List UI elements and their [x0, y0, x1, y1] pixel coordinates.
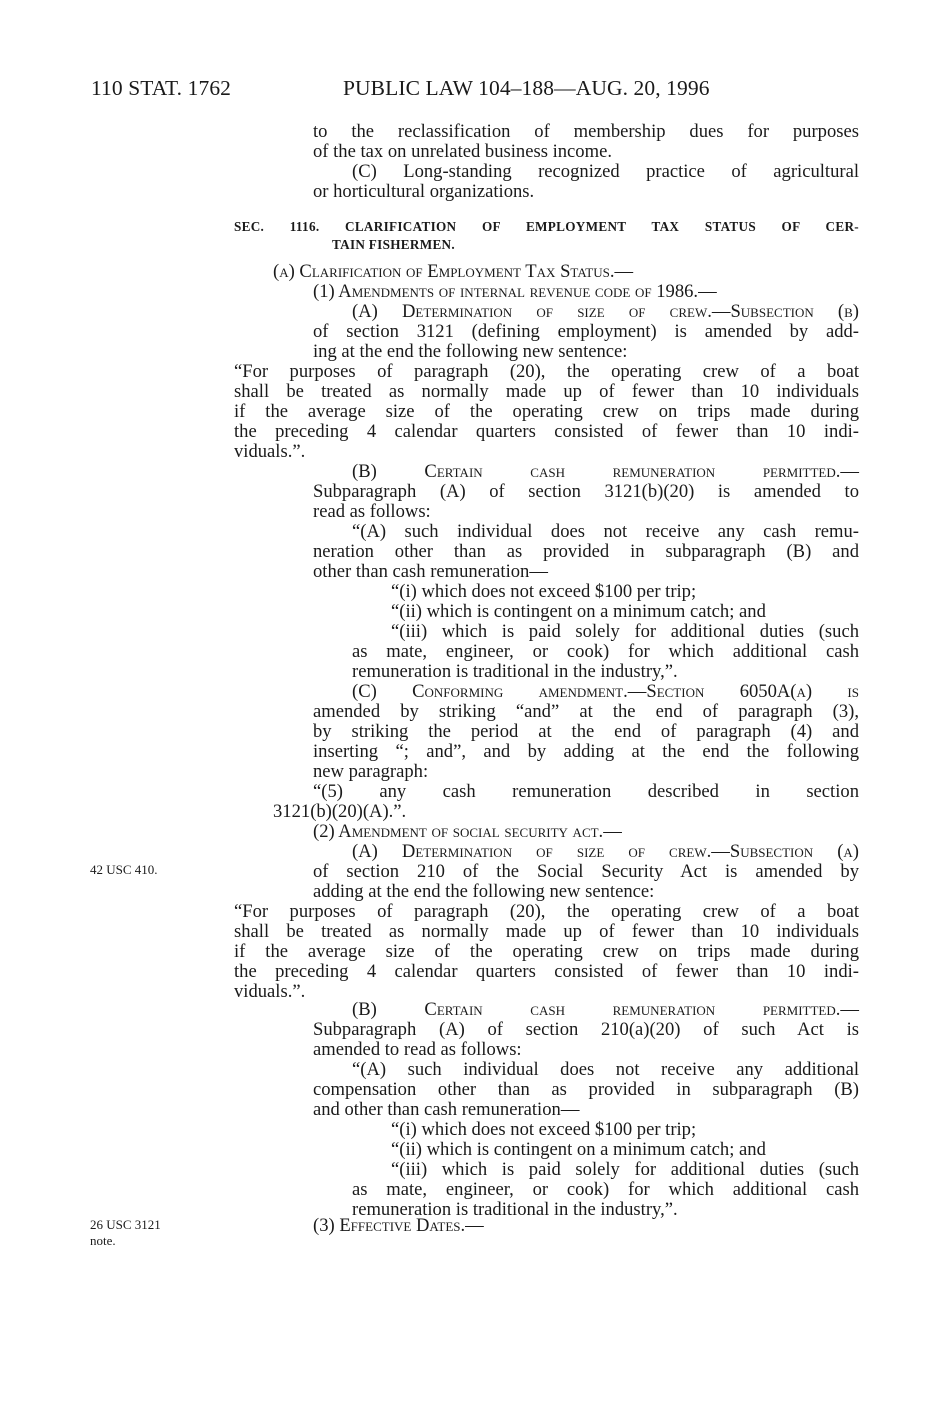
text-line: “(5) any cash remuneration described in section: [313, 781, 859, 802]
section-heading: SEC. 1116. CLARIFICATION OF EMPLOYMENT TAX STATUS OF CER-: [234, 219, 859, 234]
section-heading-continued: TAIN FISHERMEN.: [332, 237, 455, 252]
public-law-heading: PUBLIC LAW 104–188—AUG. 20, 1996: [343, 76, 710, 100]
text-line: of the tax on unrelated business income.: [313, 141, 612, 162]
text-line: neration other than as provided in subparagraph (B) and: [313, 541, 859, 562]
text-line: new paragraph:: [313, 761, 429, 782]
clause-line: “(iii) which is paid solely for additional duties (such: [391, 621, 859, 642]
text-line: of section 210 of the Social Security Act is amended by: [313, 861, 859, 882]
subparagraph-heading: (A) Determination of size of crew.—Subsection (a): [352, 841, 859, 862]
text-line: inserting “; and”, and by adding at the end the following: [313, 741, 859, 762]
text-line: to the reclassification of membership dues for purposes: [313, 121, 859, 142]
quoted-text-line: the preceding 4 calendar quarters consisted of fewer than 10 indi-: [234, 961, 859, 982]
clause-line: “(i) which does not exceed $100 per trip;: [391, 581, 697, 602]
quoted-text-line: “For purposes of paragraph (20), the operating crew of a boat: [234, 901, 859, 922]
text-line: 3121(b)(20)(A).”.: [273, 801, 407, 822]
text-line: adding at the end the following new sentence:: [313, 881, 655, 902]
subparagraph-heading: (C) Conforming amendment.—Section 6050A(a) is: [352, 681, 859, 702]
margin-note-26-usc-3121-line1: 26 USC 3121: [90, 1217, 161, 1232]
text-line: or horticultural organizations.: [313, 181, 535, 202]
text-line: of section 3121 (defining employment) is amended by add-: [313, 321, 859, 342]
subparagraph-heading: (A) Determination of size of crew.—Subsection (b): [352, 301, 859, 322]
text-line: and other than cash remuneration—: [313, 1099, 580, 1120]
clause-line: “(ii) which is contingent on a minimum catch; and: [391, 1139, 766, 1160]
quoted-text-line: if the average size of the operating crew on trips made during: [234, 401, 859, 422]
clause-line: “(iii) which is paid solely for additional duties (such: [391, 1159, 859, 1180]
text-line: remuneration is traditional in the industry,”.: [352, 1199, 678, 1220]
subparagraph-heading: (B) Certain cash remuneration permitted.—: [352, 461, 859, 482]
paragraph-heading: (1) Amendments of internal revenue code of 1986.—: [313, 281, 717, 302]
text-line: as mate, engineer, or cook) for which additional cash: [352, 641, 859, 662]
paragraph-heading: (3) Effective Dates.—: [313, 1215, 484, 1236]
stat-page-number: 110 STAT. 1762: [91, 76, 232, 100]
text-line: “(A) such individual does not receive any cash remu-: [352, 521, 859, 542]
text-line: (C) Long-standing recognized practice of agricultural: [352, 161, 859, 182]
quoted-text-line: shall be treated as normally made up of fewer than 10 individuals: [234, 381, 859, 402]
text-line: Subparagraph (A) of section 3121(b)(20) is amended to: [313, 481, 859, 502]
text-line: Subparagraph (A) of section 210(a)(20) of such Act is: [313, 1019, 859, 1040]
text-line: “(A) such individual does not receive any additional: [352, 1059, 859, 1080]
clause-line: “(i) which does not exceed $100 per trip;: [391, 1119, 697, 1140]
subsection-heading: (a) Clarification of Employment Tax Status.—: [273, 261, 634, 282]
text-line: other than cash remuneration—: [313, 561, 548, 582]
quoted-text-line: viduals.”.: [234, 981, 306, 1002]
quoted-text-line: “For purposes of paragraph (20), the operating crew of a boat: [234, 361, 859, 382]
text-line: read as follows:: [313, 501, 431, 522]
margin-note-26-usc-3121-line2: note.: [90, 1233, 116, 1248]
text-line: by striking the period at the end of paragraph (4) and: [313, 721, 859, 742]
quoted-text-line: viduals.”.: [234, 441, 306, 462]
subparagraph-heading: (B) Certain cash remuneration permitted.—: [352, 999, 859, 1020]
text-line: ing at the end the following new sentence:: [313, 341, 628, 362]
quoted-text-line: shall be treated as normally made up of fewer than 10 individuals: [234, 921, 859, 942]
text-line: remuneration is traditional in the industry,”.: [352, 661, 678, 682]
text-line: amended by striking “and” at the end of paragraph (3),: [313, 701, 859, 722]
clause-line: “(ii) which is contingent on a minimum catch; and: [391, 601, 766, 622]
text-line: compensation other than as provided in subparagraph (B): [313, 1079, 859, 1100]
quoted-text-line: if the average size of the operating crew on trips made during: [234, 941, 859, 962]
text-line: as mate, engineer, or cook) for which additional cash: [352, 1179, 859, 1200]
margin-note-42-usc-410: 42 USC 410.: [90, 862, 158, 877]
text-line: amended to read as follows:: [313, 1039, 522, 1060]
paragraph-heading: (2) Amendment of social security act.—: [313, 821, 622, 842]
quoted-text-line: the preceding 4 calendar quarters consisted of fewer than 10 indi-: [234, 421, 859, 442]
